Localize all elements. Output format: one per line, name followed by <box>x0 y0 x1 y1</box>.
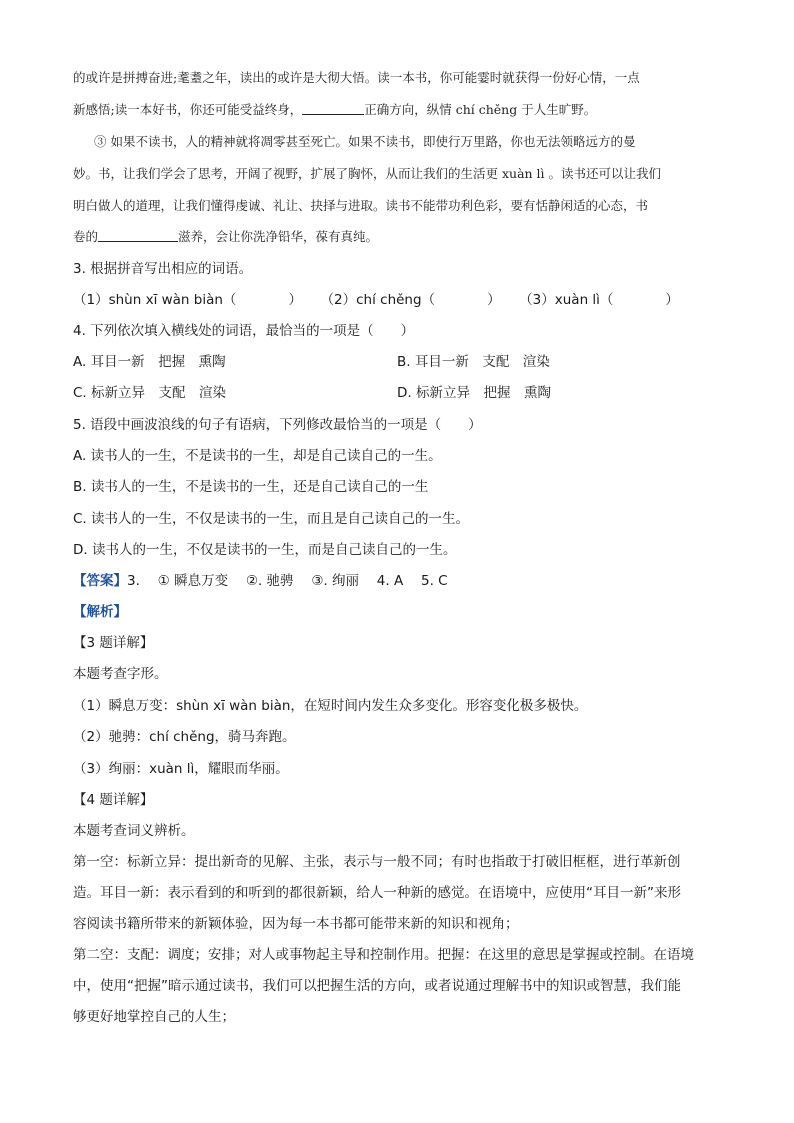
section-heading-q4: 【4 题详解】 <box>73 792 154 808</box>
passage-line <box>73 227 378 245</box>
passage-text: 滋养，会让你洗净铅华，葆有真纯。 <box>178 229 379 244</box>
q3-item-2-end: ） <box>487 292 501 308</box>
passage-text: 卷的 <box>73 229 99 244</box>
q3-item-1: （1）shùn xī wàn biàn（ <box>73 292 237 308</box>
question-3-items <box>73 288 679 308</box>
q3-item-1-end: ） <box>288 292 302 308</box>
passage-text: 正确方向，纵情 chí chěng 于人生旷野。 <box>364 102 597 117</box>
passage-line: 妙。书，让我们学会了思考，开阔了视野，扩展了胸怀，从而让我们的生活更 xuàn lì 。读书还可以让我们 <box>73 166 662 181</box>
analysis-text: 本题考查词义辨析。 <box>73 823 195 839</box>
q5-option-d: D. 读书人的一生，不仅是读书的一生，而是自己读自己的一生。 <box>73 542 457 558</box>
question-4-stem: 4. 下列依次填入横线处的词语，最恰当的一项是（ ） <box>73 323 415 339</box>
analysis-text: 第二空：支配：调度；安排；对人或事物起主导和控制作用。把握：在这里的意思是掌握或控制。在语境 <box>73 947 694 963</box>
q3-item-2: （2）chí chěng（ <box>320 292 436 308</box>
q5-option-b: B. 读书人的一生，不是读书的一生，还是自己读自己的一生 <box>73 479 429 495</box>
analysis-text: 本题考查字形。 <box>73 666 168 682</box>
answer-line <box>73 569 448 589</box>
fill-blank <box>98 229 178 242</box>
passage-line <box>73 100 596 118</box>
q5-option-a: A. 读书人的一生，不是读书的一生，却是自己读自己的一生。 <box>73 448 442 464</box>
analysis-text: 够更好地掌控自己的人生； <box>73 1009 235 1025</box>
fill-blank <box>302 102 364 115</box>
analysis-text: 第一空：标新立异：提出新奇的见解、主张，表示与一般不同；有时也指敢于打破旧框框，进行革新创 <box>73 854 681 870</box>
q4-option-a: A. 耳目一新 把握 熏陶 <box>73 354 226 370</box>
analysis-text: 中，使用“把握”暗示通过读书，我们可以把握生活的方向，或者说通过理解书中的知识或智慧，我们能 <box>73 978 681 994</box>
q5-option-c: C. 读书人的一生，不仅是读书的一生，而且是自己读自己的一生。 <box>73 511 470 527</box>
q4-option-b: B. 耳目一新 支配 渲染 <box>397 354 550 370</box>
question-5-stem: 5. 语段中画波浪线的句子有语病，下列修改最恰当的一项是（ ） <box>73 417 482 433</box>
q3-item-3: （3）xuàn lì（ <box>519 292 614 308</box>
passage-line: 明白做人的道理，让我们懂得虔诚、礼让、抉择与进取。读书不能带功利色彩，要有恬静闲适的心态，书 <box>73 198 649 213</box>
q3-item-3-end: ） <box>665 292 679 308</box>
answer-tag: 【答案】 <box>73 573 127 589</box>
question-3-stem: 3. 根据拼音写出相应的词语。 <box>73 261 253 277</box>
analysis-text: 造。耳目一新：表示看到的和听到的都很新颖，给人一种新的感觉。在语境中，应使用“耳目一新”来形 <box>73 885 681 901</box>
analysis-text: 容阅读书籍所带来的新颖体验，因为每一本书都可能带来新的知识和视角； <box>73 916 519 932</box>
passage-line: 的或许是拼搏奋进;耄耋之年，读出的或许是大彻大悟。读一本书，你可能霎时就获得一份好心情，一点 <box>73 70 640 85</box>
answer-text: 3. ① 瞬息万变 ②. 驰骋 ③. 绚丽 4. A 5. C <box>127 573 448 589</box>
analysis-text: （3）绚丽：xuàn lì，耀眼而华丽。 <box>73 761 289 777</box>
analysis-text: （1）瞬息万变：shùn xī wàn biàn，在短时间内发生众多变化。形容变化极多极快。 <box>73 698 588 714</box>
section-heading-q3: 【3 题详解】 <box>73 635 154 651</box>
analysis-text: （2）驰骋：chí chěng，骑马奔跑。 <box>73 729 296 745</box>
q4-option-d: D. 标新立异 把握 熏陶 <box>397 385 551 401</box>
analysis-tag: 【解析】 <box>73 604 127 620</box>
passage-text: 新感悟;读一本好书，你还可能受益终身， <box>73 102 303 117</box>
passage-line: ③ 如果不读书，人的精神就将凋零甚至死亡。如果不读书，即使行万里路，你也无法领略远方的曼 <box>94 134 636 149</box>
q4-option-c: C. 标新立异 支配 渲染 <box>73 385 227 401</box>
